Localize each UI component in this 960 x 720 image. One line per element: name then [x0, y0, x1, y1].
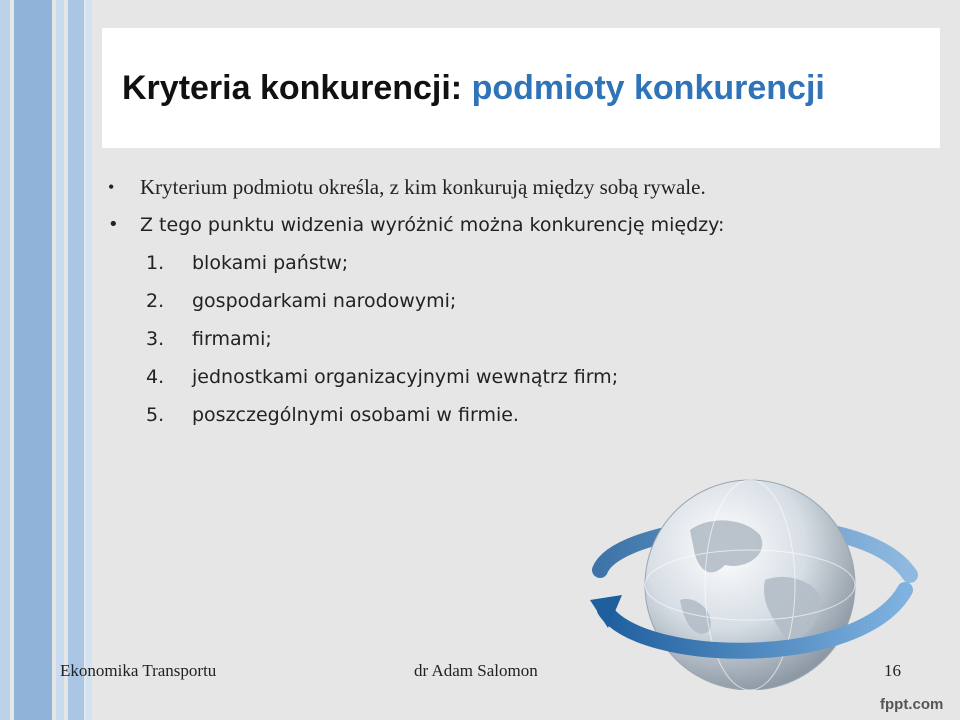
brand-logo: fppt.com: [880, 696, 944, 713]
list-item: [108, 320, 928, 358]
list-item: [108, 358, 928, 396]
bullet-item: [108, 168, 928, 206]
list-item: [108, 244, 928, 282]
list-number: 5.: [146, 404, 165, 426]
list-item: [108, 396, 928, 434]
slide-title: [122, 69, 825, 108]
title-main: Kryteria konkurencji:: [122, 69, 463, 107]
list-number: 2.: [146, 290, 165, 312]
list-text: poszczególnymi osobami w firmie.: [192, 404, 519, 426]
bullet-icon: •: [108, 177, 115, 197]
bullet-text: Z tego punktu widzenia wyróżnić można konkurencję między:: [140, 214, 725, 236]
list-number: 3.: [146, 328, 165, 350]
title-box: [102, 28, 940, 148]
list-number: 4.: [146, 366, 165, 388]
bullet-item: [108, 206, 928, 244]
list-number: 1.: [146, 252, 165, 274]
list-text: firmami;: [192, 328, 272, 350]
bullet-text: Kryterium podmiotu określa, z kim konkurują między sobą rywale.: [140, 175, 706, 199]
list-text: gospodarkami narodowymi;: [192, 290, 457, 312]
list-item: [108, 282, 928, 320]
list-text: blokami państw;: [192, 252, 349, 274]
title-accent: podmioty konkurencji: [471, 69, 825, 107]
globe-icon: [560, 460, 930, 690]
footer-author: dr Adam Salomon: [414, 661, 538, 680]
slide-content: [108, 168, 928, 434]
bullet-icon: •: [108, 214, 119, 235]
page-number: 16: [884, 661, 901, 680]
footer-course: Ekonomika Transportu: [60, 661, 217, 680]
decorative-stripes: [0, 0, 96, 720]
list-text: jednostkami organizacyjnymi wewnątrz firm;: [192, 366, 619, 388]
